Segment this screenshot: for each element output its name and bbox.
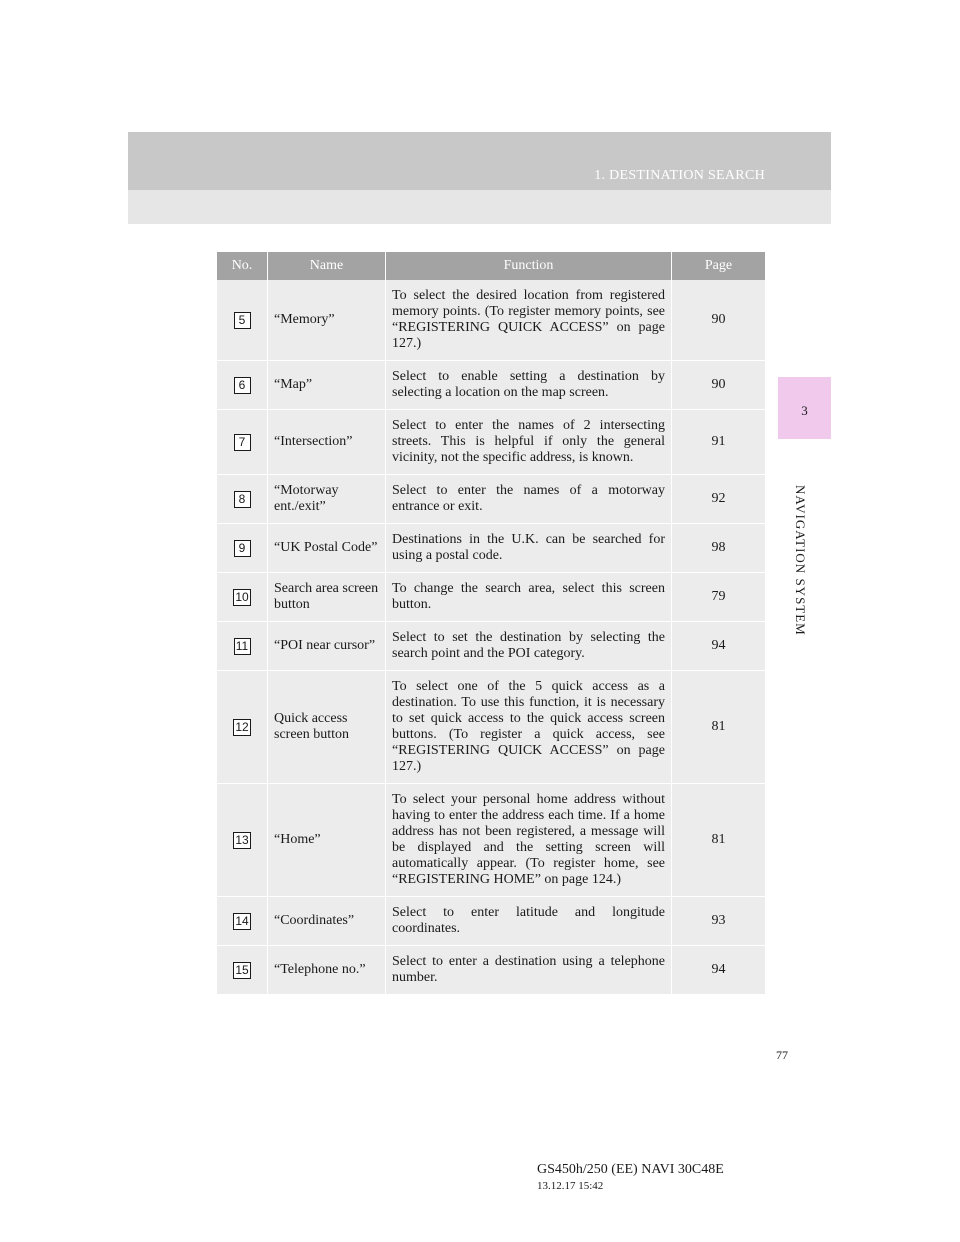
row-function: Select to enable setting a destination by selecting a location on the map screen. bbox=[386, 361, 672, 410]
row-number-cell bbox=[217, 622, 268, 671]
row-name: “Coordinates” bbox=[268, 897, 386, 946]
footer-document-id: GS450h/250 (EE) NAVI 30C48E bbox=[537, 1162, 724, 1177]
row-function: To select the desired location from registered memory points. (To register memory points, see “REGISTERING QUICK ACCESS” on page 127.) bbox=[386, 280, 672, 361]
row-number-badge: 8 bbox=[234, 491, 251, 508]
page-number: 77 bbox=[776, 1048, 788, 1062]
row-number-badge: 9 bbox=[234, 540, 251, 557]
row-function: Destinations in the U.K. can be searched for using a postal code. bbox=[386, 524, 672, 573]
row-page: 81 bbox=[672, 784, 766, 897]
row-name: “POI near cursor” bbox=[268, 622, 386, 671]
table-header-row bbox=[217, 252, 765, 280]
row-name: Quick access screen button bbox=[268, 671, 386, 784]
row-page: 92 bbox=[672, 475, 766, 524]
row-number-cell bbox=[217, 897, 268, 946]
chapter-number: 3 bbox=[801, 403, 808, 418]
footer-timestamp: 13.12.17 15:42 bbox=[537, 1180, 604, 1192]
table-row bbox=[217, 524, 765, 573]
row-name: “Intersection” bbox=[268, 410, 386, 475]
row-page: 79 bbox=[672, 573, 766, 622]
row-number-cell bbox=[217, 410, 268, 475]
row-name: “UK Postal Code” bbox=[268, 524, 386, 573]
table-row bbox=[217, 897, 765, 946]
row-function: Select to enter a destination using a telephone number. bbox=[386, 946, 672, 995]
row-page: 90 bbox=[672, 280, 766, 361]
row-number-badge: 11 bbox=[234, 638, 251, 655]
row-number-badge: 13 bbox=[235, 832, 249, 847]
column-header-page: Page bbox=[672, 252, 766, 280]
row-function: To select one of the 5 quick access as a destination. To use this function, it is necessary to set quick access to the quick access screen buttons. (To register a quick access, see “REGISTERING QUICK ACCESS” on page 127.) bbox=[386, 671, 672, 784]
row-name: “Motorway ent./exit” bbox=[268, 475, 386, 524]
row-number-badge: 6 bbox=[234, 377, 251, 394]
row-number-cell bbox=[217, 361, 268, 410]
row-number-badge: 5 bbox=[234, 312, 251, 329]
row-function: Select to set the destination by selecting the search point and the POI category. bbox=[386, 622, 672, 671]
column-header-name: Name bbox=[268, 252, 386, 280]
table-row bbox=[217, 784, 765, 897]
row-page: 91 bbox=[672, 410, 766, 475]
row-number-cell bbox=[217, 475, 268, 524]
function-table bbox=[217, 252, 765, 995]
row-function: Select to enter the names of a motorway entrance or exit. bbox=[386, 475, 672, 524]
table-row bbox=[217, 361, 765, 410]
row-number-badge: 12 bbox=[235, 719, 249, 734]
row-page: 90 bbox=[672, 361, 766, 410]
chapter-tab bbox=[778, 377, 831, 439]
table-row bbox=[217, 671, 765, 784]
row-number-badge: 15 bbox=[235, 962, 249, 977]
row-name: Search area screen button bbox=[268, 573, 386, 622]
header-subband bbox=[128, 190, 831, 224]
row-number-cell bbox=[217, 671, 268, 784]
row-function: Select to enter the names of 2 intersecting streets. This is helpful if only the general vicinity, not the specific address, is known. bbox=[386, 410, 672, 475]
row-name: “Telephone no.” bbox=[268, 946, 386, 995]
row-function: To change the search area, select this screen button. bbox=[386, 573, 672, 622]
table-row bbox=[217, 475, 765, 524]
chapter-label: NAVIGATION SYSTEM bbox=[793, 485, 808, 636]
row-number-badge: 14 bbox=[235, 913, 249, 928]
column-header-no: No. bbox=[217, 252, 268, 280]
row-page: 94 bbox=[672, 946, 766, 995]
table-row bbox=[217, 622, 765, 671]
row-number-cell bbox=[217, 280, 268, 361]
row-name: “Map” bbox=[268, 361, 386, 410]
row-name: “Home” bbox=[268, 784, 386, 897]
row-number-cell bbox=[217, 573, 268, 622]
row-page: 93 bbox=[672, 897, 766, 946]
row-number-cell bbox=[217, 784, 268, 897]
row-function: Select to enter latitude and longitude coordinates. bbox=[386, 897, 672, 946]
row-number-cell bbox=[217, 946, 268, 995]
table-row bbox=[217, 280, 765, 361]
table-row bbox=[217, 573, 765, 622]
column-header-function: Function bbox=[386, 252, 672, 280]
row-page: 94 bbox=[672, 622, 766, 671]
table-row bbox=[217, 946, 765, 995]
row-page: 81 bbox=[672, 671, 766, 784]
row-function: To select your personal home address without having to enter the address each time. If a home address has not been registered, a message will be displayed and the setting screen will automatically appear. (To register home, see “REGISTERING HOME” on page 124.) bbox=[386, 784, 672, 897]
row-number-badge: 7 bbox=[234, 434, 251, 451]
table-row bbox=[217, 410, 765, 475]
row-number-cell bbox=[217, 524, 268, 573]
row-page: 98 bbox=[672, 524, 766, 573]
row-name: “Memory” bbox=[268, 280, 386, 361]
section-title: 1. DESTINATION SEARCH bbox=[594, 168, 765, 183]
row-number-badge: 10 bbox=[235, 589, 249, 604]
